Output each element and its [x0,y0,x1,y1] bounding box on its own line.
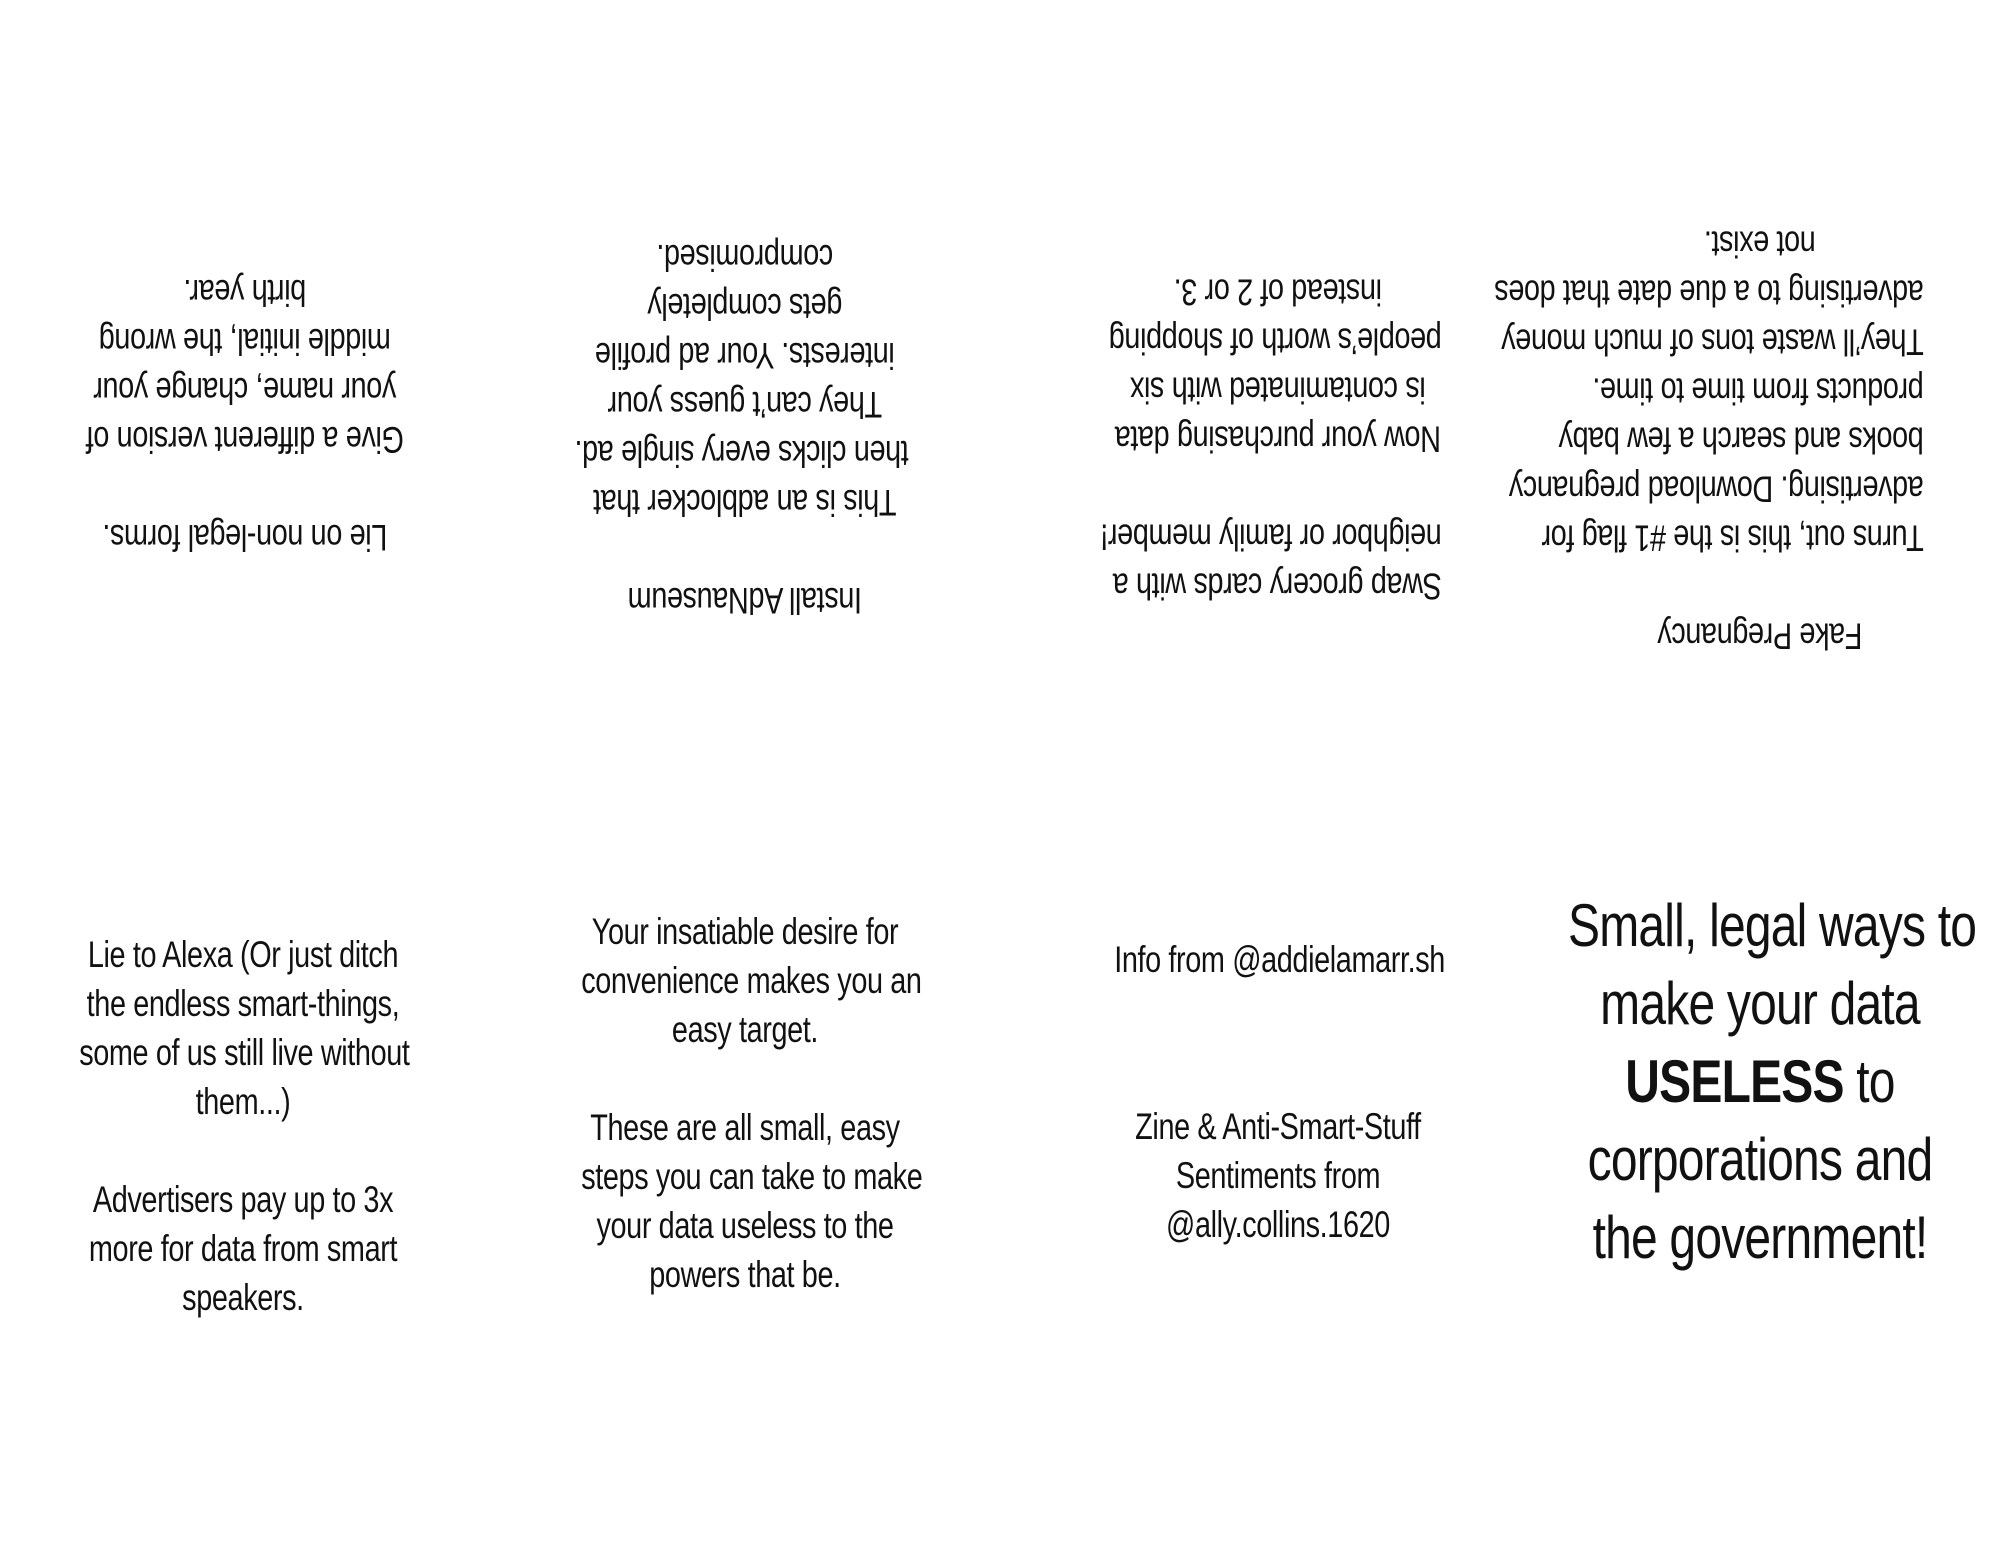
zine-credit: Zine & Anti-Smart-Stuff Sentiments from @ally.collins.1620 [1135,1106,1421,1245]
panel-fake-pregnancy [1494,220,1970,661]
panel-install-adnauseum [535,233,955,625]
panel-info-credits [1068,935,1488,1249]
panel-title: Fake Pregnancy [1657,615,1863,657]
useless-emphasis: USELESS [1625,1048,1844,1115]
panel-title: Install AdNauseum [628,580,863,621]
panel-convenience [535,907,955,1299]
panel-title: Lie on non-legal forms. [102,517,388,558]
panel-body: Give a different version of your name, change your middle initial, the wrong birth year. [86,272,404,460]
panel-lie-on-forms [35,268,455,562]
panel-paragraph: Lie to Alexa (Or just ditch the endless smart-things, some of us still live without them...) [79,934,410,1122]
panel-paragraph: These are all small, easy steps you can take to make your data useless to the powers that be. [581,1107,923,1295]
panel-title: Swap grocery cards with a neighbor or family member! [1100,516,1442,607]
panel-lie-to-alexa [33,930,453,1322]
panel-swap-grocery-cards [1068,268,1488,611]
panel-body: This is an adblocker that then clicks every single ad. They can’t guess your interests. Your ad profile gets completely compromised. [574,237,909,523]
panel-body: Now your purchasing data is contaminated with six people’s worth of shopping instead of 2 or 3. [1109,271,1442,460]
panel-paragraph: Your insatiable desire for convenience makes you an easy target. [581,911,922,1050]
info-source: Info from @addielamarr.sh [1114,939,1445,980]
panel-body: Turns out, this is the #1 flag for advertising. Download pregnancy books and search a few baby products from time to time. They’ll waste tons of much money advertising to a due date that does not exist. [1494,223,1924,559]
headline: Small, legal ways to make your data USELESS to corporations and the government! [1568,892,1977,1271]
panel-paragraph: Advertisers pay up to 3x more for data from smart speakers. [88,1179,398,1318]
